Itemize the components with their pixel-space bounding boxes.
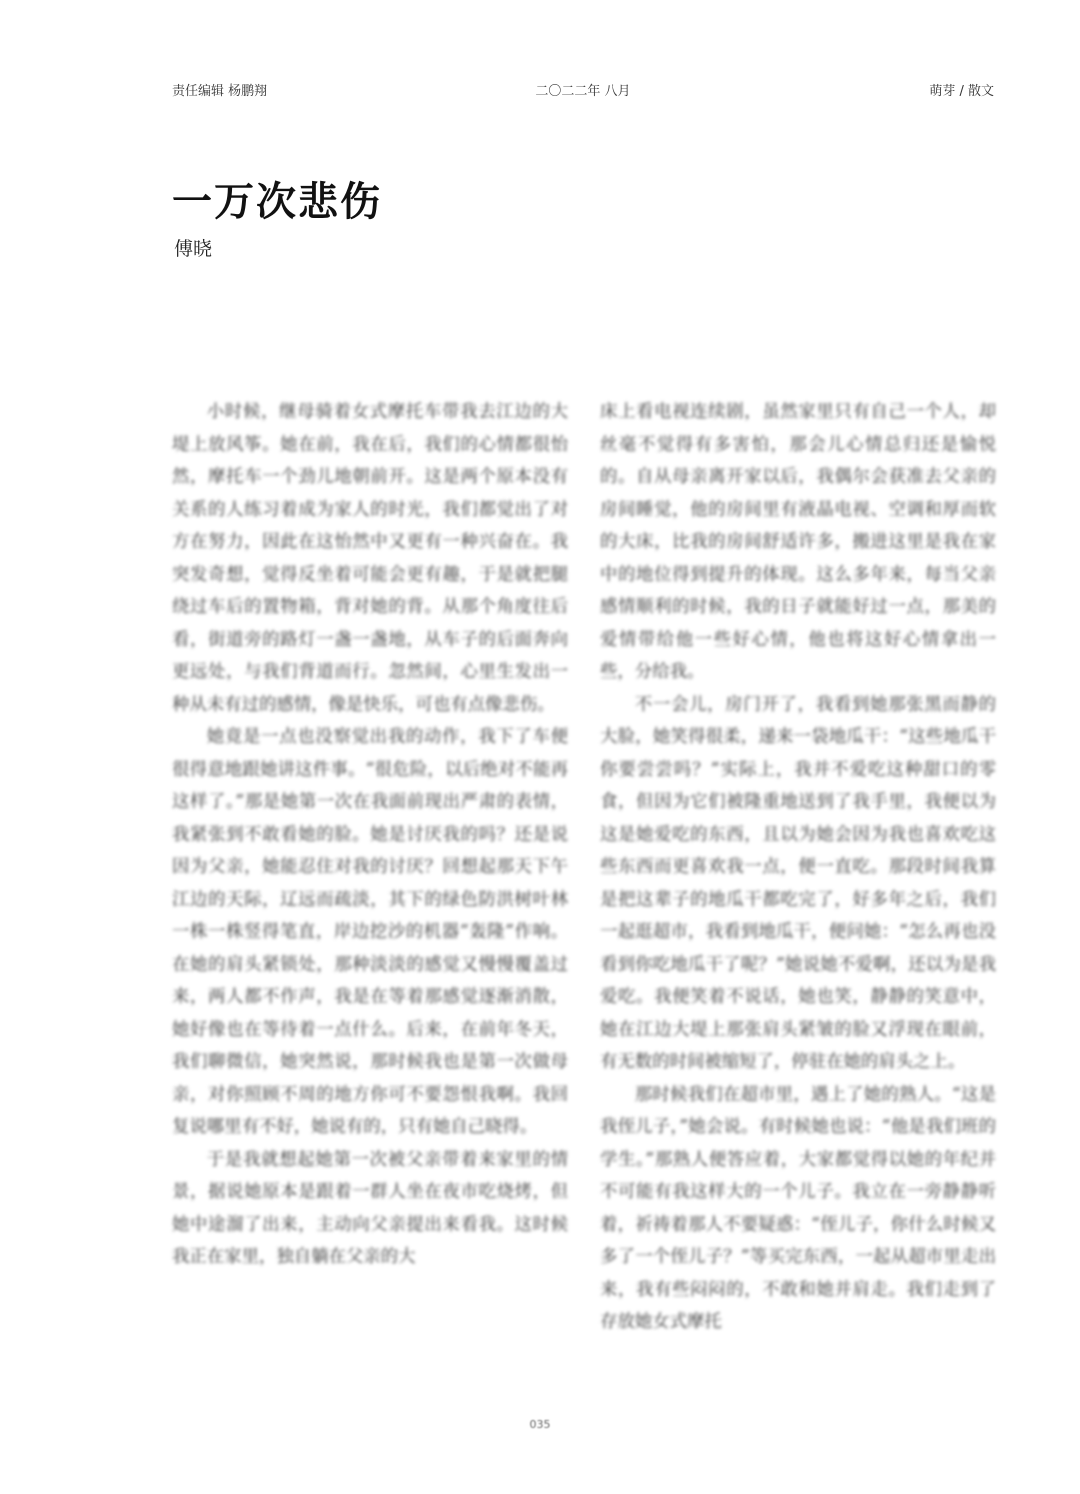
article-title: 一万次悲伤: [172, 178, 382, 225]
article-author: 傅晓: [174, 238, 213, 260]
running-header: [172, 80, 994, 104]
paragraph: 小时候，继母骑着女式摩托车带我去江边的大堤上放风筝。她在前，我在后，我们的心情都很怡然，摩托车一个劲儿地朝前开。这是两个原本没有关系的人练习着成为家人的时光，我们都觉出了对方在努力，因此在这怡然中又更有一种兴奋在。我突发奇想，觉得反坐着可能会更有趣，于是就把腿绕过车后的置物箱，背对她的背。从那个角度往后看，街道旁的路灯一盏一盏地，从车子的后面奔向更远处，与我们背道而行。忽然间，心里生发出一种从未有过的感情，像是快乐，可也有点像悲伤。: [172, 402, 568, 715]
section-label: 萌芽 / 散文: [929, 84, 994, 99]
page-number: 035: [529, 1418, 551, 1431]
paragraph: 不一会儿，房门开了，我看到她那张黑而静的大脸，她笑得很柔，递来一袋地瓜干：“这些地瓜干你要尝尝吗？”实际上，我并不爱吃这种甜口的零食，但因为它们被隆重地送到了我手里，我便以为这是她爱吃的东西，且以为她会因为我也喜欢吃这些东西而更喜欢我一点，便一直吃。那段时间我算是把这辈子的地瓜干都吃完了，好多年之后，我们一起逛超市，我看到地瓜干，便问她：“怎么再也没看到你吃地瓜干了呢？”她说她不爱啊，还以为是我爱吃。我便笑着不说话，她也笑，静静的笑意中，她在江边大堤上那张肩头紧皱的脸又浮现在眼前，有无数的时间被缩短了，停驻在她的肩头之上。: [600, 694, 996, 1072]
paragraph: 那时候我们在超市里，遇上了她的熟人。“这是我侄儿子，”她会说。有时候她也说：“他是我们班的学生。”那熟人便答应着，大家都觉得以她的年纪并不可能有我这样大的一个儿子。我立在一旁静静听着，祈祷着那人不要疑惑：“侄儿子，你什么时候又多了一个侄儿子？”等买完东西，一起从超市里走出来，我有些闷闷的，不敢和她并肩走。我们走到了存放她女式摩托: [600, 1084, 996, 1332]
body-column-left: [172, 396, 568, 1274]
paragraph: 她竟是一点也没察觉出我的动作，我下了车便很得意地跟她讲这件事。“很危险，以后绝对不能再这样了。”那是她第一次在我面前现出严肃的表情，我紧张到不敢看她的脸。她是讨厌我的吗？还是说因为父亲，她能忍住对我的讨厌？回想起那天下午江边的天际，辽远而疏淡，其下的绿色防洪树叶林一株一株竖得笔直，岸边挖沙的机器“轰隆”作响。在她的肩头紧锁处，那种淡淡的感觉又慢慢覆盖过来，两人都不作声，我是在等着那感觉逐渐消散，她好像也在等待着一点什么。后来，在前年冬天，我们聊微信，她突然说，那时候我也是第一次做母亲，对你照顾不周的地方你可不要怨恨我啊。我回复说哪里有不好，她说有的，只有她自己晓得。: [172, 727, 568, 1137]
paragraph: 于是我就想起她第一次被父亲带着来家里的情景，据说她原本是跟着一群人坐在夜市吃烧烤，但她中途溜了出来，主动向父亲提出来看我。这时候我正在家里，独自躺在父亲的大: [172, 1149, 568, 1267]
editor-credit: 责任编辑 杨鹏翔: [172, 84, 268, 99]
issue-date: 二〇二二年 八月: [535, 84, 631, 99]
paragraph: 床上看电视连续剧，虽然家里只有自己一个人，却丝毫不觉得有多害怕，那会儿心情总归还是愉悦的。自从母亲离开家以后，我偶尔会获准去父亲的房间睡觉，他的房间里有液晶电视、空调和厚而软的大床，比我的房间舒适许多，搬进这里是我在家中的地位得到提升的体现。这么多年来，每当父亲感情顺利的时候，我的日子就能好过一点，那美的爱情带给他一些好心情，他也将这好心情拿出一些，分给我。: [600, 402, 996, 682]
body-column-right: [600, 396, 996, 1339]
